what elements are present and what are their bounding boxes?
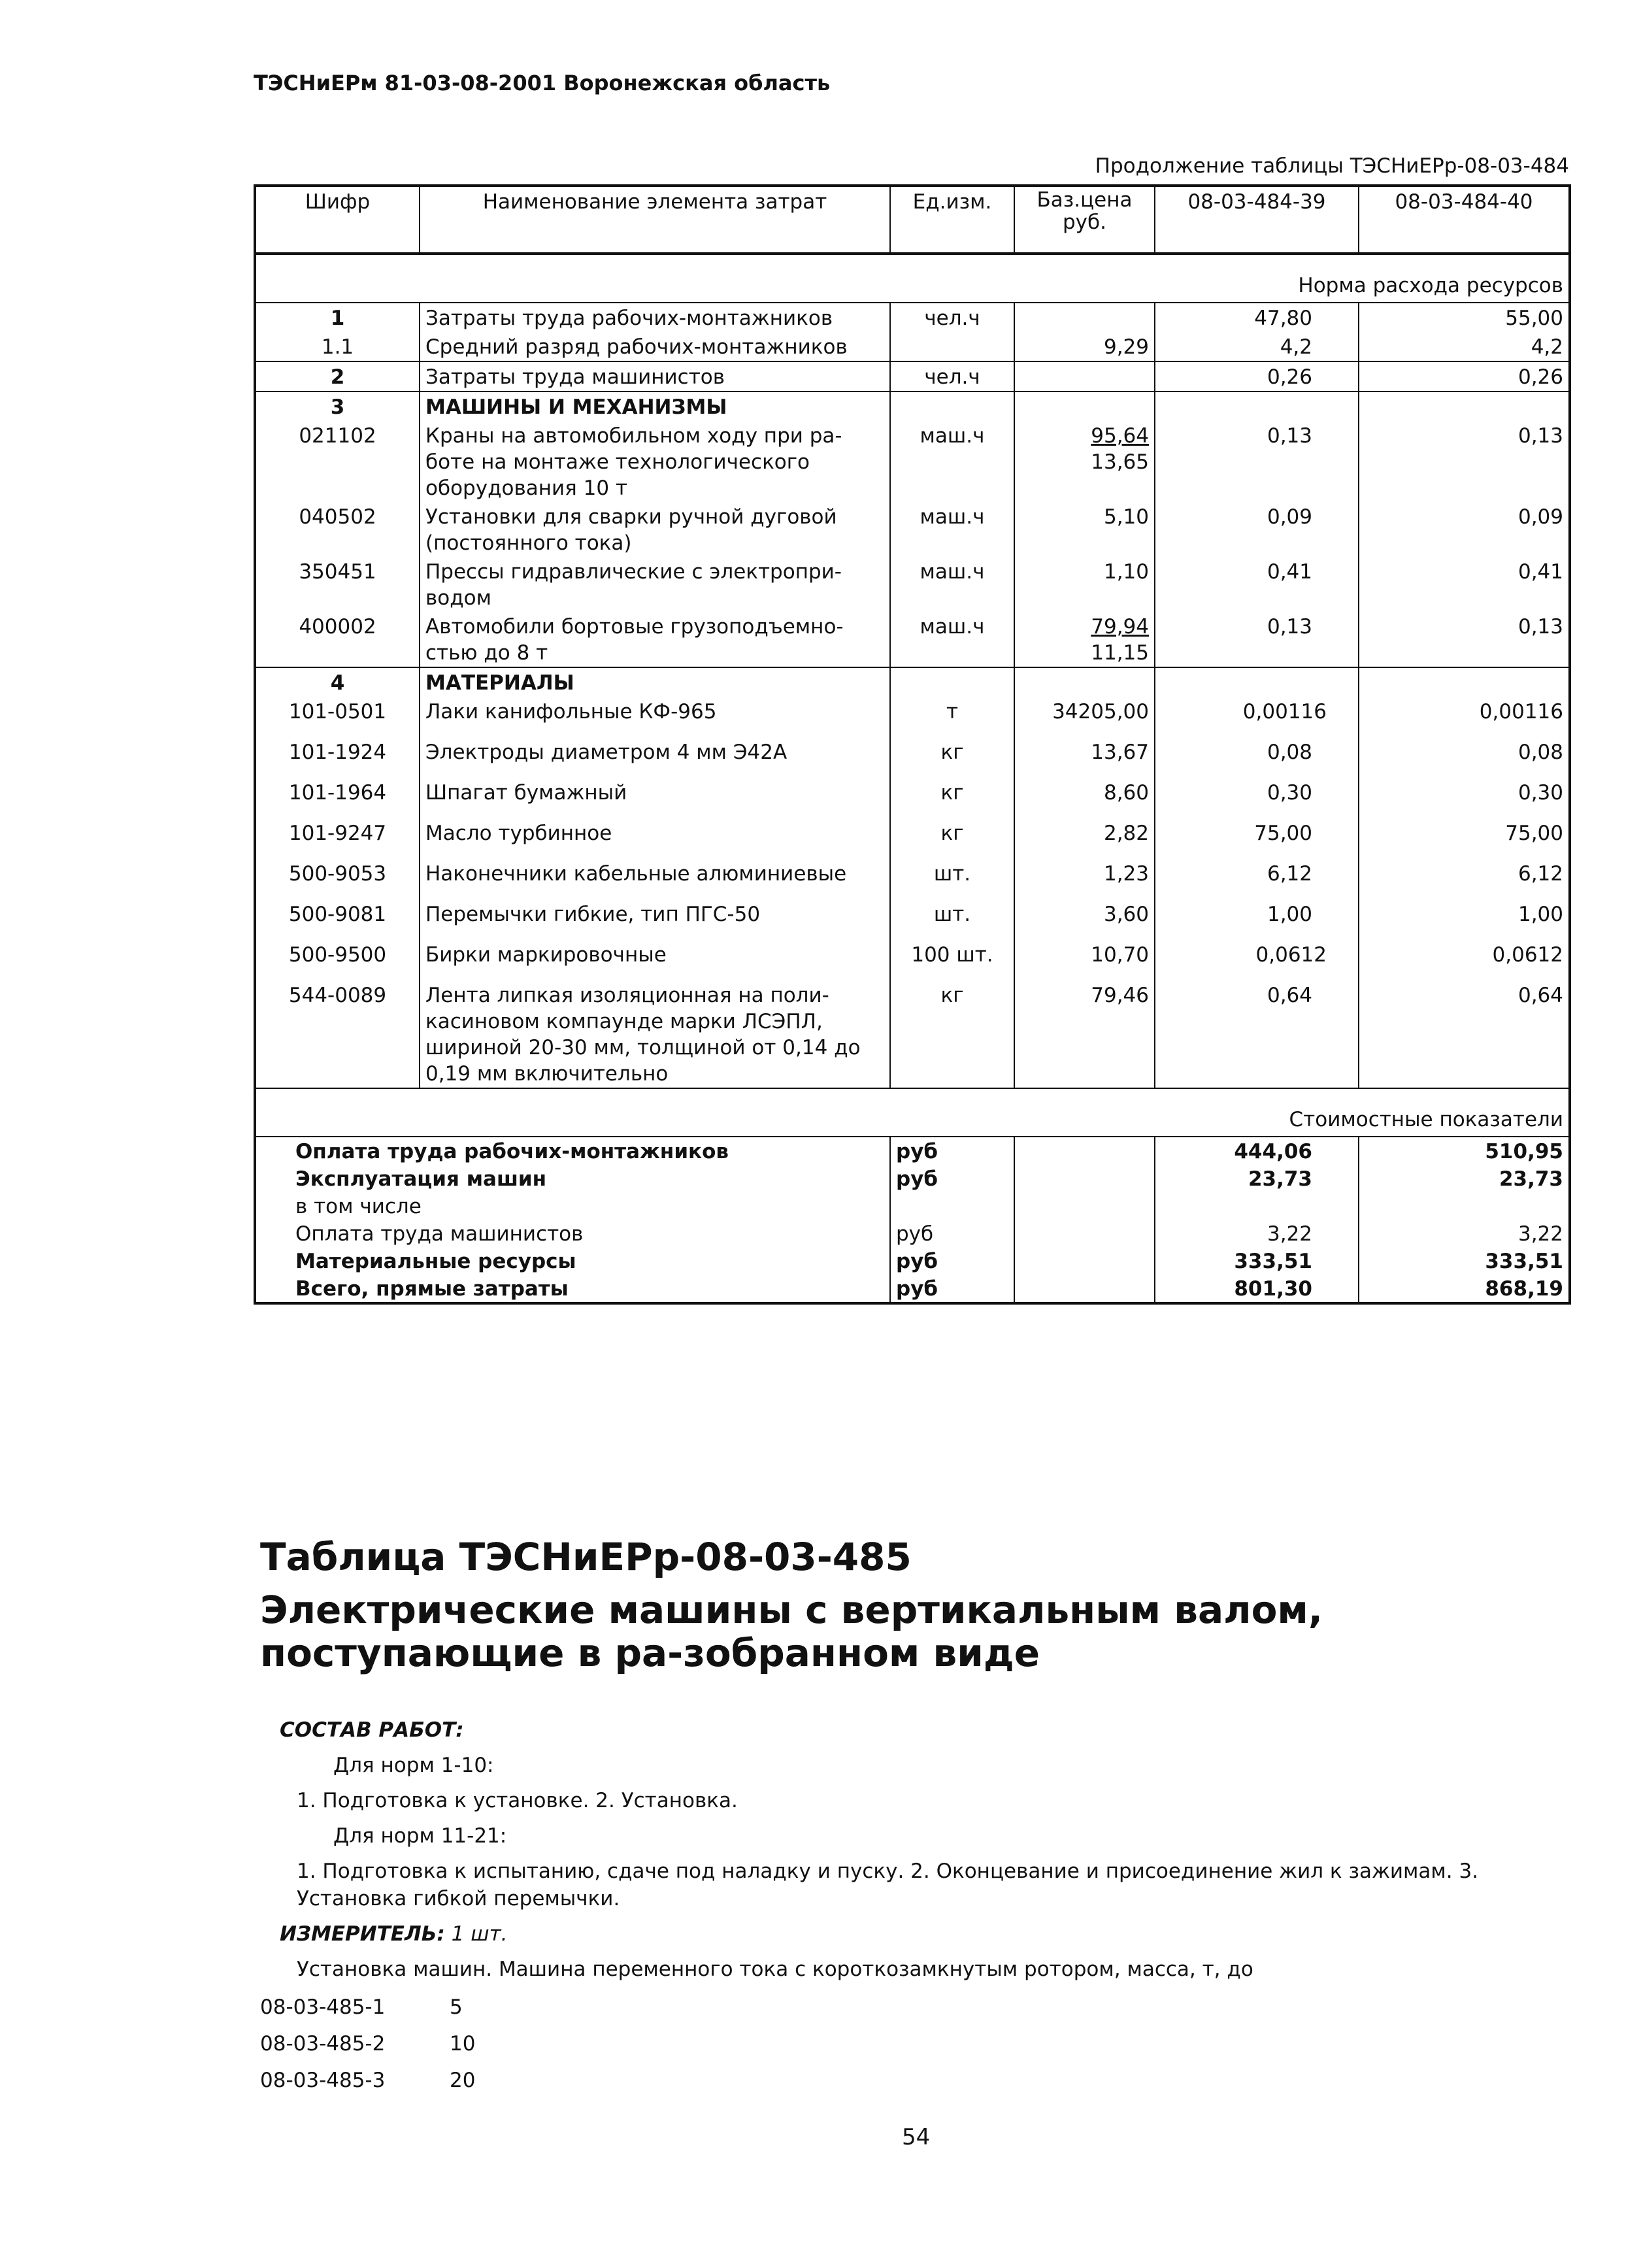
steps-11-21: 1. Подготовка к испытанию, сдаче под наладку и пуску. 2. Оконцевание и присоединение жил к зажимам. 3. Установка гибкой перемычки. xyxy=(297,1859,1479,1910)
steps-1-10: 1. Подготовка к установке. 2. Установка. xyxy=(297,1789,738,1812)
table-row: 1.1 Средний разряд рабочих-монтажников 9,29 4,2 4,2 xyxy=(255,332,1570,361)
table-row: 2 Затраты труда машинистов чел.ч 0,26 0,26 xyxy=(255,361,1570,392)
table-row: 544-0089 Лента липкая изоляционная на поли-касиновом компаунде марки ЛСЭПЛ, шириной 20-30 мм, толщиной от 0,14 до 0,19 мм включительно кг 79,46 0,64 0,64 xyxy=(255,980,1570,1088)
table-row: 1 Затраты труда рабочих-монтажников чел.ч 47,80 55,00 xyxy=(255,303,1570,332)
cost-row-total: Всего, прямые затраты руб 801,30 868,19 xyxy=(255,1275,1570,1303)
cost-label: Стоимостные показатели xyxy=(1289,1108,1563,1131)
section-subtitle: Электрические машины с вертикальным валом, поступающие в ра-зобранном виде xyxy=(260,1588,1323,1675)
table-row: 500-9081 Перемычки гибкие, тип ПГС-50 шт. 3,60 1,00 1,00 xyxy=(255,899,1570,940)
cost-row: Оплата труда рабочих-монтажников руб 444,06 510,95 xyxy=(255,1137,1570,1165)
section-title: Таблица ТЭСНиЕРр-08-03-485 xyxy=(260,1535,912,1579)
table-row: 101-9247 Масло турбинное кг 2,82 75,00 75,00 xyxy=(255,818,1570,859)
table-row: 101-1924 Электроды диаметром 4 мм Э42А кг 13,67 0,08 0,08 xyxy=(255,737,1570,778)
table-row: 350451 Прессы гидравлические с электропри-водом маш.ч 1,10 0,41 0,41 xyxy=(255,557,1570,612)
work-composition xyxy=(260,1716,1580,2101)
izmer-value: 1 шт. xyxy=(451,1922,508,1946)
page-number: 54 xyxy=(902,2124,931,2150)
col-name-header: Наименование элемента затрат xyxy=(420,186,890,254)
cost-row: Эксплуатация машин руб 23,73 23,73 xyxy=(255,1165,1570,1192)
col-norm-39-header: 08-03-484-39 xyxy=(1155,186,1359,254)
section-materials-row: 4 МАТЕРИАЛЫ xyxy=(255,667,1570,697)
for-norms-1-10: Для норм 1-10: xyxy=(333,1754,494,1777)
col-code-header: Шифр xyxy=(305,190,371,214)
table-row: 101-0501 Лаки канифольные КФ-965 т 34205,00 0,00116 0,00116 xyxy=(255,697,1570,737)
table-header-row xyxy=(255,186,1570,254)
cost-row: Материальные ресурсы руб 333,51 333,51 xyxy=(255,1247,1570,1275)
cost-label-row xyxy=(255,1105,1570,1137)
for-norms-11-21: Для норм 11-21: xyxy=(333,1824,507,1848)
table-row: 021102 Краны на автомобильном ходу при ра-боте на монтаже технологического оборудования 10 т маш.ч 95,64 13,65 0,13 0,13 xyxy=(255,421,1570,502)
col-norm-40-header: 08-03-484-40 xyxy=(1359,186,1570,254)
izmer-label: ИЗМЕРИТЕЛЬ: xyxy=(280,1922,445,1946)
norms-list xyxy=(260,1991,475,2101)
cost-row: в том числе xyxy=(255,1192,1570,1220)
list-item: 08-03-485-1 5 xyxy=(260,1995,463,2019)
install-text: Установка машин. Машина переменного тока с короткозамкнутым ротором, масса, т, до xyxy=(297,1958,1253,1981)
cost-row: Оплата труда машинистов руб 3,22 3,22 xyxy=(255,1220,1570,1247)
section-machines-row: 3 МАШИНЫ И МЕХАНИЗМЫ xyxy=(255,392,1570,421)
document-header: ТЭСНиЕРм 81-03-08-2001 Воронежская область xyxy=(254,71,831,95)
col-unit-header: Ед.изм. xyxy=(890,186,1014,254)
norma-label: Норма расхода ресурсов xyxy=(1298,274,1563,297)
resource-norms-table xyxy=(254,184,1571,1305)
list-item: 08-03-485-3 20 xyxy=(260,2069,476,2092)
sostav-label: СОСТАВ РАБОТ: xyxy=(280,1718,464,1742)
col-price-header: Баз.цена руб. xyxy=(1014,186,1155,254)
table-row: 500-9500 Бирки маркировочные 100 шт. 10,70 0,0612 0,0612 xyxy=(255,940,1570,980)
table-row: 500-9053 Наконечники кабельные алюминиевые шт. 1,23 6,12 6,12 xyxy=(255,859,1570,899)
table-row: 400002 Автомобили бортовые грузоподъемно-стью до 8 т маш.ч 79,94 11,15 0,13 0,13 xyxy=(255,612,1570,667)
list-item: 08-03-485-2 10 xyxy=(260,2032,476,2056)
table-continuation-label: Продолжение таблицы ТЭСНиЕРр-08-03-484 xyxy=(1095,154,1569,178)
table-row: 101-1964 Шпагат бумажный кг 8,60 0,30 0,30 xyxy=(255,778,1570,818)
table-row: 040502 Установки для сварки ручной дуговой (постоянного тока) маш.ч 5,10 0,09 0,09 xyxy=(255,502,1570,557)
norma-label-row xyxy=(255,271,1570,303)
